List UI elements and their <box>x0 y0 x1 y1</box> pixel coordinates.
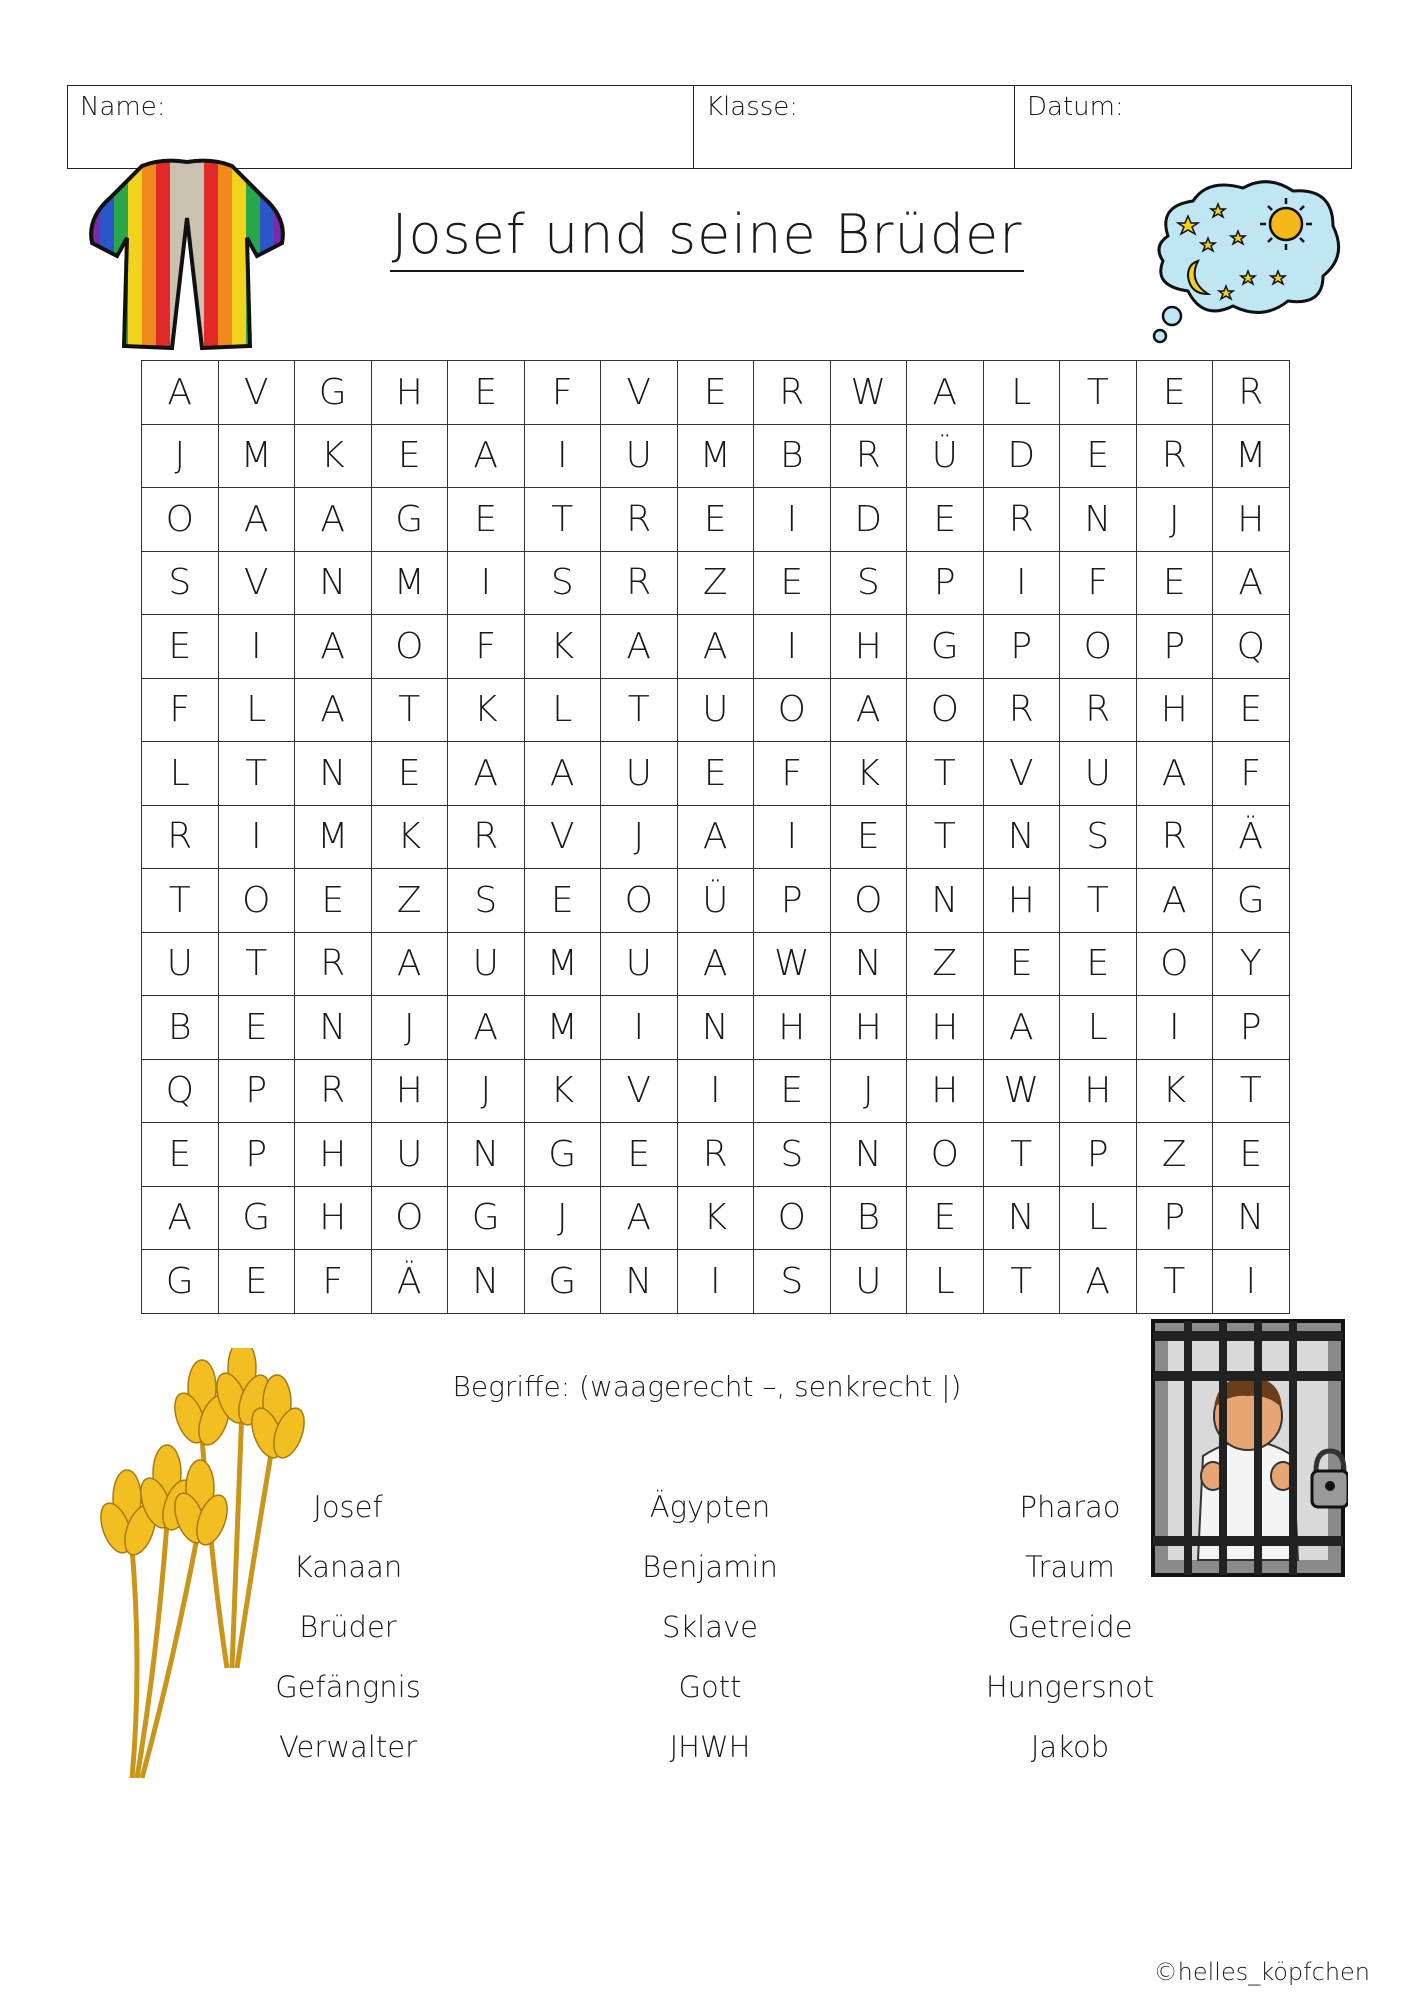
grid-cell[interactable]: O <box>907 1123 984 1187</box>
grid-row <box>142 996 1290 1060</box>
grid-cell[interactable]: I <box>1136 996 1213 1060</box>
grid-cell[interactable]: U <box>1060 742 1137 806</box>
grid-cell[interactable]: E <box>830 805 907 869</box>
term: Gefängnis <box>275 1670 421 1704</box>
grid-cell[interactable]: A <box>524 742 601 806</box>
grid-cell[interactable]: P <box>754 869 831 933</box>
grid-cell[interactable]: P <box>983 615 1060 679</box>
grid-cell[interactable]: S <box>448 869 525 933</box>
grid-cell[interactable]: Ä <box>1213 805 1290 869</box>
grid-row <box>142 361 1290 425</box>
grid-cell[interactable]: I <box>677 1059 754 1123</box>
grid-cell[interactable]: R <box>830 424 907 488</box>
grid-cell[interactable]: E <box>1136 551 1213 615</box>
grid-cell[interactable]: Z <box>677 551 754 615</box>
grid-row <box>142 932 1290 996</box>
grid-cell[interactable]: R <box>754 361 831 425</box>
grid-cell[interactable]: H <box>1060 1059 1137 1123</box>
grid-cell[interactable]: G <box>524 1123 601 1187</box>
grid-cell[interactable]: I <box>754 615 831 679</box>
grid-cell[interactable]: U <box>601 932 678 996</box>
name-field[interactable] <box>68 86 694 168</box>
grid-cell[interactable]: H <box>295 1123 372 1187</box>
grid-cell[interactable]: D <box>983 424 1060 488</box>
grid-cell[interactable]: R <box>295 932 372 996</box>
grid-cell[interactable]: Z <box>907 932 984 996</box>
grid-cell[interactable]: A <box>371 932 448 996</box>
grid-cell[interactable]: U <box>371 1123 448 1187</box>
grid-cell[interactable]: F <box>1213 742 1290 806</box>
grid-cell[interactable]: H <box>371 1059 448 1123</box>
grid-cell[interactable]: I <box>754 488 831 552</box>
grid-cell[interactable]: G <box>907 615 984 679</box>
grid-cell[interactable]: E <box>448 361 525 425</box>
grid-cell[interactable]: K <box>830 742 907 806</box>
grid-cell[interactable]: W <box>754 932 831 996</box>
grid-cell[interactable]: Z <box>371 869 448 933</box>
grid-cell[interactable]: E <box>218 1250 295 1314</box>
grid-cell[interactable]: A <box>448 996 525 1060</box>
grid-cell[interactable]: A <box>677 805 754 869</box>
grid-cell[interactable]: E <box>142 615 219 679</box>
grid-cell[interactable]: H <box>983 869 1060 933</box>
word-search-grid <box>141 360 1290 1314</box>
grid-cell[interactable]: V <box>601 1059 678 1123</box>
grid-cell[interactable]: L <box>907 1250 984 1314</box>
grid-cell[interactable]: K <box>524 1059 601 1123</box>
grid-cell[interactable]: K <box>448 678 525 742</box>
grid-cell[interactable]: J <box>448 1059 525 1123</box>
grid-cell[interactable]: H <box>371 361 448 425</box>
grid-cell[interactable]: E <box>142 1123 219 1187</box>
grid-cell[interactable]: T <box>142 869 219 933</box>
grid-cell[interactable]: N <box>907 869 984 933</box>
grid-cell[interactable]: E <box>677 361 754 425</box>
grid-cell[interactable]: L <box>142 742 219 806</box>
grid-cell[interactable]: E <box>677 488 754 552</box>
grid-cell[interactable]: A <box>295 678 372 742</box>
grid-cell[interactable]: I <box>1213 1250 1290 1314</box>
grid-cell[interactable]: R <box>1213 361 1290 425</box>
grid-cell[interactable]: S <box>754 1123 831 1187</box>
grid-cell[interactable]: R <box>983 678 1060 742</box>
grid-cell[interactable]: E <box>983 932 1060 996</box>
grid-cell[interactable]: A <box>677 615 754 679</box>
term: Sklave <box>661 1610 759 1644</box>
grid-cell[interactable]: H <box>1213 488 1290 552</box>
grid-cell[interactable]: T <box>371 678 448 742</box>
grid-cell[interactable]: M <box>371 551 448 615</box>
dream-cloud-icon <box>1148 176 1348 346</box>
grid-cell[interactable]: L <box>983 361 1060 425</box>
grid-cell[interactable]: E <box>448 488 525 552</box>
grid-cell[interactable]: W <box>830 361 907 425</box>
grid-cell[interactable]: I <box>218 615 295 679</box>
grid-cell[interactable]: P <box>1060 1123 1137 1187</box>
grid-cell[interactable]: U <box>830 1250 907 1314</box>
grid-cell[interactable]: Q <box>1213 615 1290 679</box>
grid-cell[interactable]: F <box>524 361 601 425</box>
grid-row <box>142 551 1290 615</box>
grid-cell[interactable]: J <box>371 996 448 1060</box>
grid-cell[interactable]: M <box>524 932 601 996</box>
grid-cell[interactable]: T <box>1136 1250 1213 1314</box>
grid-cell[interactable]: O <box>1136 932 1213 996</box>
grid-cell[interactable]: H <box>830 996 907 1060</box>
datum-label: Datum: <box>1027 92 1124 122</box>
grid-cell[interactable]: S <box>524 551 601 615</box>
grid-cell[interactable]: G <box>295 361 372 425</box>
grid-cell[interactable]: O <box>601 869 678 933</box>
grid-cell[interactable]: T <box>1213 1059 1290 1123</box>
grid-cell[interactable]: A <box>601 1186 678 1250</box>
copyright-notice: ©helles_köpfchen <box>1153 1958 1370 1986</box>
grid-cell[interactable]: N <box>295 742 372 806</box>
grid-cell[interactable]: R <box>142 805 219 869</box>
grid-cell[interactable]: O <box>907 678 984 742</box>
grid-cell[interactable]: L <box>1060 1186 1137 1250</box>
grid-cell[interactable]: H <box>907 996 984 1060</box>
grid-cell[interactable]: R <box>983 488 1060 552</box>
grid-cell[interactable]: O <box>830 869 907 933</box>
terms-column-1 <box>208 1490 488 1790</box>
grid-cell[interactable]: I <box>448 551 525 615</box>
grid-row <box>142 742 1290 806</box>
grid-cell[interactable]: S <box>754 1250 831 1314</box>
grid-cell[interactable]: V <box>983 742 1060 806</box>
grid-cell[interactable]: H <box>830 615 907 679</box>
grid-row <box>142 1123 1290 1187</box>
grid-cell[interactable]: A <box>142 1186 219 1250</box>
grid-cell[interactable]: N <box>448 1250 525 1314</box>
grid-cell[interactable]: J <box>1136 488 1213 552</box>
grid-cell[interactable]: N <box>448 1123 525 1187</box>
grid-cell[interactable]: A <box>142 361 219 425</box>
grid-cell[interactable]: K <box>524 615 601 679</box>
term: Benjamin <box>642 1550 778 1584</box>
term: Kanaan <box>293 1550 403 1584</box>
terms-heading: Begriffe: (waagerecht –, senkrecht |) <box>452 1370 962 1403</box>
grid-cell[interactable]: A <box>218 488 295 552</box>
grid-cell[interactable]: K <box>1136 1059 1213 1123</box>
grid-cell[interactable]: A <box>601 615 678 679</box>
grid-cell[interactable]: V <box>218 361 295 425</box>
grid-cell[interactable]: B <box>830 1186 907 1250</box>
grid-cell[interactable]: F <box>1060 551 1137 615</box>
grid-cell[interactable]: E <box>295 869 372 933</box>
grid-cell[interactable]: R <box>1136 424 1213 488</box>
grid-cell[interactable]: E <box>1213 1123 1290 1187</box>
grid-cell[interactable]: M <box>1213 424 1290 488</box>
klasse-field[interactable] <box>694 86 1015 168</box>
grid-cell[interactable]: Y <box>1213 932 1290 996</box>
grid-cell[interactable]: G <box>218 1186 295 1250</box>
grid-row <box>142 1059 1290 1123</box>
grid-cell[interactable]: E <box>1060 932 1137 996</box>
grid-cell[interactable]: Ü <box>907 424 984 488</box>
term: Pharao <box>1019 1490 1121 1524</box>
klasse-label: Klasse: <box>706 92 799 122</box>
term: Hungersnot <box>985 1670 1155 1704</box>
term: Jakob <box>1030 1730 1110 1764</box>
grid-row <box>142 488 1290 552</box>
grid-cell[interactable]: E <box>1060 424 1137 488</box>
grid-cell[interactable]: N <box>295 996 372 1060</box>
grid-cell[interactable]: P <box>218 1123 295 1187</box>
grid-cell[interactable]: A <box>983 996 1060 1060</box>
grid-cell[interactable]: K <box>677 1186 754 1250</box>
grid-cell[interactable]: O <box>371 1186 448 1250</box>
grid-cell[interactable]: R <box>677 1123 754 1187</box>
grid-cell[interactable]: I <box>983 551 1060 615</box>
grid-cell[interactable]: U <box>601 424 678 488</box>
grid-cell[interactable]: S <box>830 551 907 615</box>
grid-cell[interactable]: J <box>830 1059 907 1123</box>
grid-cell[interactable]: G <box>448 1186 525 1250</box>
grid-cell[interactable]: S <box>1060 805 1137 869</box>
grid-cell[interactable]: M <box>677 424 754 488</box>
grid-cell[interactable]: N <box>983 805 1060 869</box>
grid-cell[interactable]: A <box>448 742 525 806</box>
grid-cell[interactable]: E <box>754 551 831 615</box>
grid-cell[interactable]: M <box>295 805 372 869</box>
grid-cell[interactable]: T <box>983 1250 1060 1314</box>
grid-cell[interactable]: N <box>1213 1186 1290 1250</box>
grid-cell[interactable]: N <box>830 1123 907 1187</box>
grid-cell[interactable]: E <box>218 996 295 1060</box>
grid-cell[interactable]: A <box>1136 742 1213 806</box>
term: Getreide <box>1007 1610 1133 1644</box>
grid-cell[interactable]: A <box>295 488 372 552</box>
grid-cell[interactable]: K <box>295 424 372 488</box>
header-table <box>67 85 1352 169</box>
grid-cell[interactable]: E <box>1136 361 1213 425</box>
grid-cell[interactable]: E <box>907 1186 984 1250</box>
grid-cell[interactable]: E <box>754 1059 831 1123</box>
grid-cell[interactable]: U <box>142 932 219 996</box>
grid-cell[interactable]: H <box>907 1059 984 1123</box>
grid-cell[interactable]: L <box>1060 996 1137 1060</box>
grid-cell[interactable]: U <box>448 932 525 996</box>
grid-cell[interactable]: U <box>677 678 754 742</box>
grid-cell[interactable]: I <box>218 805 295 869</box>
grid-cell[interactable]: G <box>142 1250 219 1314</box>
grid-cell[interactable]: B <box>754 424 831 488</box>
grid-cell[interactable]: G <box>524 1250 601 1314</box>
grid-cell[interactable]: T <box>907 742 984 806</box>
term: Verwalter <box>278 1730 418 1764</box>
grid-cell[interactable]: Z <box>1136 1123 1213 1187</box>
grid-cell[interactable]: O <box>754 678 831 742</box>
grid-cell[interactable]: F <box>142 678 219 742</box>
grid-cell[interactable]: L <box>524 678 601 742</box>
grid-cell[interactable]: T <box>524 488 601 552</box>
grid-row <box>142 1186 1290 1250</box>
datum-field[interactable] <box>1015 86 1351 168</box>
page-title: Josef und seine Brüder <box>0 203 1414 266</box>
grid-cell[interactable]: A <box>1060 1250 1137 1314</box>
terms-column-3 <box>930 1490 1210 1790</box>
grid-cell[interactable]: M <box>218 424 295 488</box>
grid-cell[interactable]: T <box>983 1123 1060 1187</box>
grid-cell[interactable]: A <box>1213 551 1290 615</box>
grid-cell[interactable]: E <box>907 488 984 552</box>
grid-cell[interactable]: V <box>218 551 295 615</box>
grid-cell[interactable]: N <box>295 551 372 615</box>
grid-cell[interactable]: R <box>448 805 525 869</box>
grid-cell[interactable]: T <box>907 805 984 869</box>
grid-cell[interactable]: A <box>677 932 754 996</box>
term: Traum <box>1025 1550 1115 1584</box>
grid-cell[interactable]: A <box>1136 869 1213 933</box>
grid-cell[interactable]: P <box>907 551 984 615</box>
term: Josef <box>313 1490 383 1524</box>
grid-row <box>142 805 1290 869</box>
term: Gott <box>678 1670 742 1704</box>
grid-cell[interactable]: Ü <box>677 869 754 933</box>
term: Ägypten <box>649 1490 771 1524</box>
grid-cell[interactable]: S <box>142 551 219 615</box>
grid-cell[interactable]: F <box>295 1250 372 1314</box>
grid-cell[interactable]: G <box>1213 869 1290 933</box>
grid-cell[interactable]: E <box>371 742 448 806</box>
grid-cell[interactable]: I <box>754 805 831 869</box>
grid-cell[interactable]: T <box>218 742 295 806</box>
grid-cell[interactable]: E <box>677 742 754 806</box>
grid-cell[interactable]: R <box>295 1059 372 1123</box>
grid-cell[interactable]: R <box>1060 678 1137 742</box>
grid-cell[interactable]: O <box>754 1186 831 1250</box>
grid-cell[interactable]: O <box>1060 615 1137 679</box>
grid-cell[interactable]: A <box>830 678 907 742</box>
grid-row <box>142 869 1290 933</box>
grid-cell[interactable]: K <box>371 805 448 869</box>
grid-row <box>142 615 1290 679</box>
grid-cell[interactable]: T <box>601 678 678 742</box>
grid-cell[interactable]: V <box>524 805 601 869</box>
grid-cell[interactable]: N <box>983 1186 1060 1250</box>
grid-cell[interactable]: T <box>1060 361 1137 425</box>
grid-cell[interactable]: I <box>677 1250 754 1314</box>
grid-cell[interactable]: E <box>371 424 448 488</box>
grid-row <box>142 1250 1290 1314</box>
term: Brüder <box>299 1610 397 1644</box>
grid-cell[interactable]: A <box>907 361 984 425</box>
grid-cell[interactable]: E <box>524 869 601 933</box>
grid-cell[interactable]: O <box>142 488 219 552</box>
terms-column-2 <box>570 1490 850 1790</box>
grid-cell[interactable]: T <box>218 932 295 996</box>
grid-cell[interactable]: R <box>601 488 678 552</box>
name-label: Name: <box>80 92 166 122</box>
grid-row <box>142 424 1290 488</box>
grid-cell[interactable]: Q <box>142 1059 219 1123</box>
grid-cell[interactable]: D <box>830 488 907 552</box>
grid-cell[interactable]: A <box>448 424 525 488</box>
grid-cell[interactable]: A <box>295 615 372 679</box>
grid-cell[interactable]: I <box>524 424 601 488</box>
grid-cell[interactable]: L <box>218 678 295 742</box>
grid-row <box>142 678 1290 742</box>
grid-cell[interactable]: R <box>1136 805 1213 869</box>
grid-cell[interactable]: N <box>677 996 754 1060</box>
grid-cell[interactable]: P <box>1136 1186 1213 1250</box>
grid-cell[interactable]: F <box>448 615 525 679</box>
grid-cell[interactable]: N <box>601 1250 678 1314</box>
grid-cell[interactable]: J <box>142 424 219 488</box>
grid-cell[interactable]: J <box>524 1186 601 1250</box>
grid-cell[interactable]: H <box>295 1186 372 1250</box>
grid-cell[interactable]: H <box>1136 678 1213 742</box>
grid-cell[interactable]: B <box>142 996 219 1060</box>
term: JHWH <box>669 1730 751 1764</box>
grid-cell[interactable]: P <box>218 1059 295 1123</box>
grid-cell[interactable]: W <box>983 1059 1060 1123</box>
grid-cell[interactable]: N <box>1060 488 1137 552</box>
grid-cell[interactable]: H <box>754 996 831 1060</box>
grid-cell[interactable]: U <box>601 742 678 806</box>
grid-cell[interactable]: P <box>1213 996 1290 1060</box>
grid-cell[interactable]: T <box>1060 869 1137 933</box>
grid-cell[interactable]: E <box>601 1123 678 1187</box>
grid-cell[interactable]: Ä <box>371 1250 448 1314</box>
grid-cell[interactable]: I <box>601 996 678 1060</box>
grid-cell[interactable]: J <box>601 805 678 869</box>
grid-cell[interactable]: E <box>1213 678 1290 742</box>
grid-cell[interactable]: F <box>754 742 831 806</box>
grid-cell[interactable]: P <box>1136 615 1213 679</box>
grid-cell[interactable]: R <box>601 551 678 615</box>
grid-cell[interactable]: N <box>830 932 907 996</box>
grid-cell[interactable]: G <box>371 488 448 552</box>
grid-cell[interactable]: O <box>371 615 448 679</box>
grid-cell[interactable]: M <box>524 996 601 1060</box>
grid-cell[interactable]: V <box>601 361 678 425</box>
grid-cell[interactable]: O <box>218 869 295 933</box>
